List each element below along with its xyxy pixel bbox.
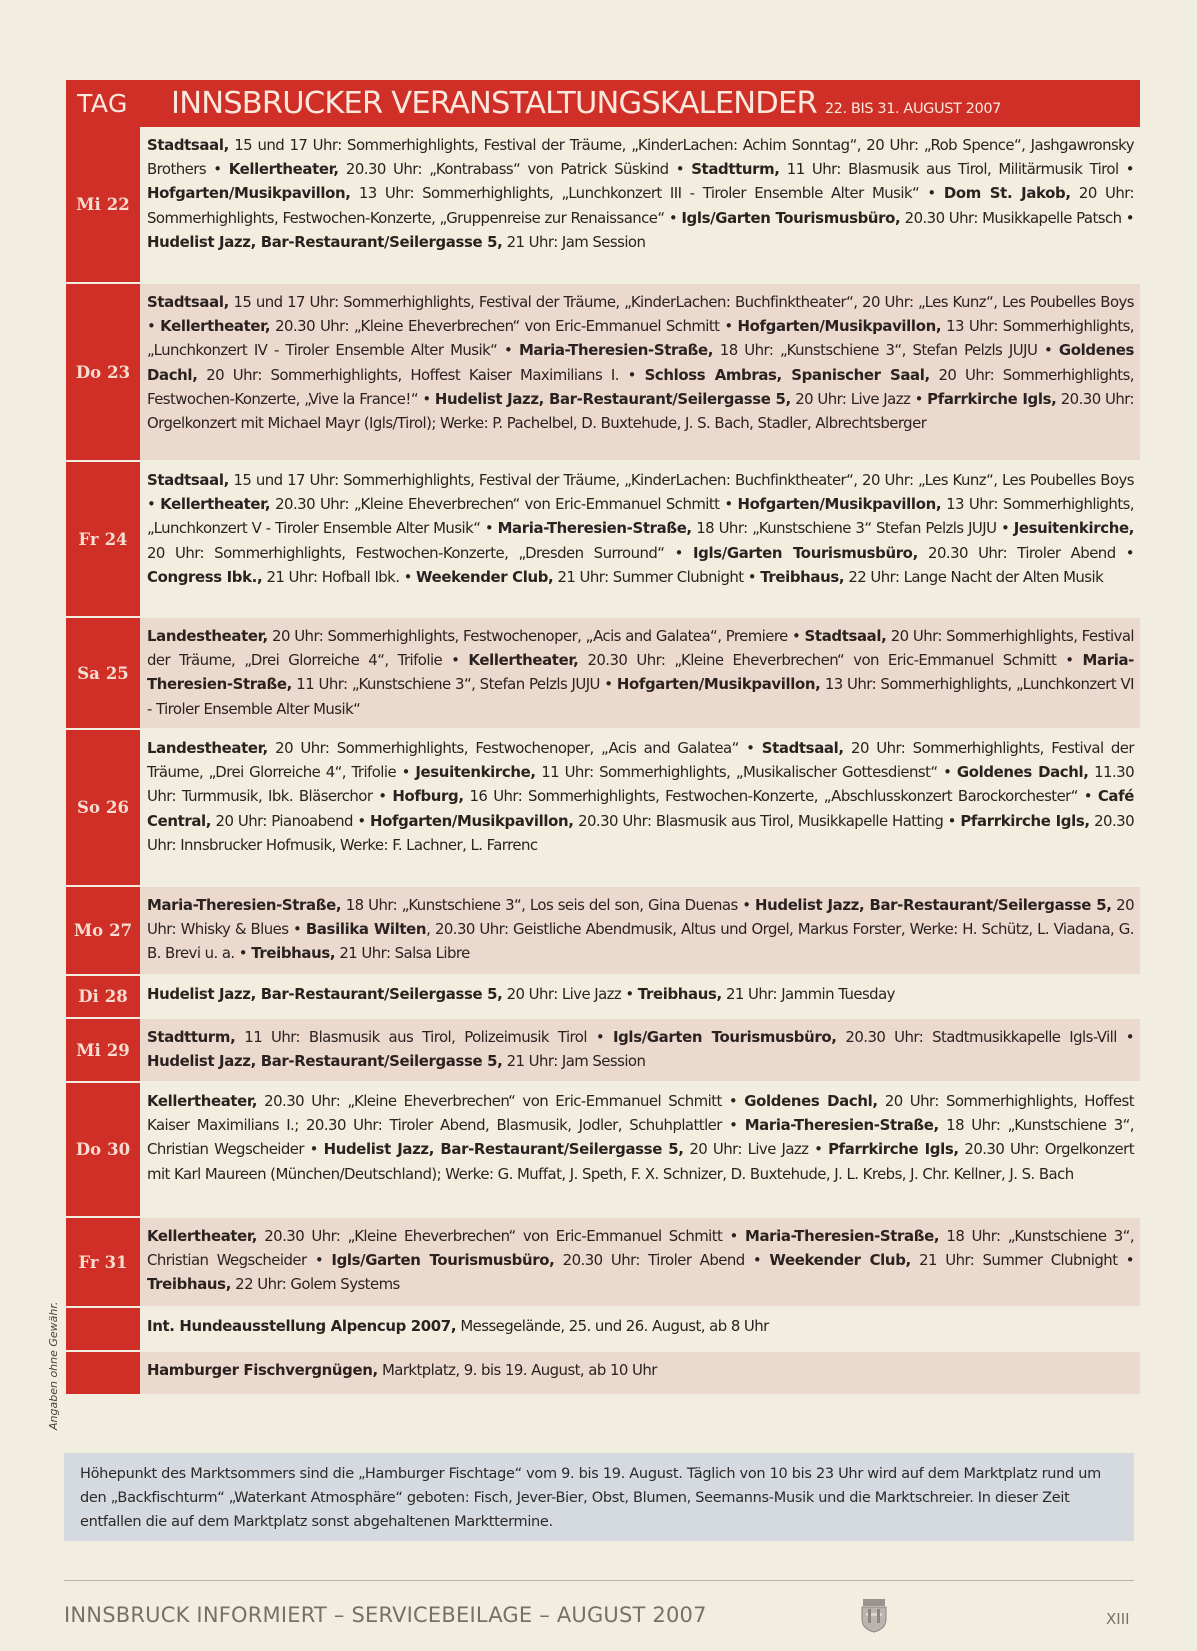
events-text	[140, 1352, 1140, 1394]
event-details: 20.30 Uhr: Stadtmusikkapelle Igls-Vill •	[836, 1028, 1134, 1046]
day-cell	[66, 284, 140, 460]
event-details: 21 Uhr: Summer Clubnight •	[910, 1251, 1134, 1270]
venue-name: Int. Hundeausstellung Alpencup 2007,	[147, 1317, 457, 1335]
venue-name: Café Central,	[147, 787, 1134, 830]
events-text	[140, 618, 1140, 728]
venue-name: Maria-Theresien-Straße,	[147, 651, 1134, 694]
day-name: Fr	[78, 1252, 99, 1272]
venue-name: Maria-Theresien-Straße,	[518, 341, 714, 360]
venue-name: Goldenes Dachl,	[956, 763, 1089, 782]
events-text	[140, 284, 1140, 460]
event-details: 16 Uhr: Sommerhighlights, Festwochen-Konzerte, „Abschlusskonzert Barockorchester“ •	[463, 787, 1098, 806]
venue-name: Kellertheater,	[147, 1092, 258, 1110]
venue-name: Landestheater,	[147, 739, 268, 757]
event-details: 11.30 Uhr: Turmmusik, Ibk. Bläserchor •	[147, 763, 1134, 806]
event-details: , 20.30 Uhr: Geistliche Abendmusik, Altus und Orgel, Markus Forster, Werke: H. Schütz, L. Viadana, G. B. Brevi u. a. •	[147, 920, 1134, 963]
venue-name: Pfarrkirche Igls,	[927, 389, 1057, 408]
event-details: 20 Uhr: Whisky & Blues •	[147, 896, 1135, 939]
calendar-row	[66, 1352, 1140, 1396]
event-details: 20 Uhr: Pianoabend •	[211, 811, 371, 830]
calendar-row	[66, 887, 1140, 976]
events-text	[140, 462, 1140, 616]
day-name: Sa	[77, 663, 100, 683]
day-number: 25	[105, 663, 129, 683]
day-cell	[66, 1019, 140, 1081]
event-details: 20 Uhr: Sommerhighlights, Festwochen-Konzerte, „Gruppenreise zur Renaissance“ •	[147, 184, 1134, 227]
event-details: 20 Uhr: Sommerhighlights, Hoffest Kaiser Maximilians I. •	[197, 365, 645, 384]
venue-name: Hofgarten/Musikpavillon,	[737, 317, 942, 336]
event-details: 13 Uhr: Sommerhighlights, „Lunchkonzert III - Tiroler Ensemble Alter Musik“ •	[350, 184, 944, 203]
day-name: Mi	[76, 195, 101, 214]
venue-name: Hudelist Jazz, Bar-Restaurant/Seilergasse 5,	[147, 1052, 503, 1071]
events-text	[140, 1308, 1140, 1350]
day-cell	[66, 887, 140, 974]
day-name: So	[77, 798, 100, 817]
event-details: 21 Uhr: Jammin Tuesday	[721, 985, 895, 1003]
venue-name: Igls/Garten Tourismusbüro,	[331, 1251, 555, 1270]
event-details: 22 Uhr: Lange Nacht der Alten Musik	[844, 567, 1104, 586]
venue-name: Hofgarten/Musikpavillon,	[370, 811, 574, 830]
venue-name: Igls/Garten Tourismusbüro,	[612, 1028, 837, 1046]
event-details: 20.30 Uhr: Orgelkonzert mit Michael Mayr (Igls/Tirol); Werke: P. Pachelbel, D. Buxtehude, J. S. Bach, Stadler, Albrechtsberger	[147, 389, 1134, 433]
venue-name: Igls/Garten Tourismusbüro,	[692, 543, 918, 562]
calendar-row	[66, 127, 1140, 284]
events-text	[140, 1019, 1140, 1081]
day-number: 22	[106, 195, 130, 214]
venue-name: Maria-Theresien-Straße,	[745, 1227, 940, 1245]
venue-name: Hamburger Fischvergnügen,	[147, 1361, 378, 1379]
event-details: 18 Uhr: „Kunstschiene 3“, Christian Wegscheider •	[147, 1116, 1134, 1159]
event-details: 20 Uhr: Sommerhighlights, Festwochenoper, „Acis and Galatea“, Premiere •	[267, 627, 805, 645]
venue-name: Hofgarten/Musikpavillon,	[737, 495, 942, 514]
event-details: 20.30 Uhr: „Kleine Eheverbrechen“ von Eric-Emmanuel Schmitt •	[578, 651, 1083, 670]
disclaimer-note: Angaben ohne Gewähr.	[47, 1301, 60, 1430]
venue-name: Hudelist Jazz, Bar-Restaurant/Seilergasse 5,	[147, 985, 503, 1003]
day-number: 26	[105, 798, 129, 817]
day-cell	[66, 127, 140, 282]
venue-name: Weekender Club,	[416, 567, 554, 586]
day-name: Mi	[76, 1040, 101, 1060]
venue-name: Hudelist Jazz, Bar-Restaurant/Seilergasse 5,	[755, 896, 1112, 914]
venue-name: Stadtsaal,	[147, 471, 229, 489]
event-details: 13 Uhr: Sommerhighlights, „Lunchkonzert VI - Tiroler Ensemble Alter Musik“	[147, 675, 1134, 718]
event-details: 18 Uhr: „Kunstschiene 3“, Los seis del son, Gina Duenas •	[341, 896, 756, 914]
event-details: 20 Uhr: Live Jazz •	[683, 1140, 829, 1159]
venue-name: Treibhaus,	[251, 944, 336, 963]
venue-name: Hudelist Jazz, Bar-Restaurant/Seilergasse 5,	[323, 1140, 684, 1159]
event-details: 20 Uhr: Live Jazz •	[502, 985, 638, 1003]
event-details: 13 Uhr: Sommerhighlights, „Lunchkonzert IV - Tiroler Ensemble Alter Musik“ •	[147, 317, 1134, 360]
venue-name: Kellertheater,	[147, 1227, 258, 1245]
calendar-header	[66, 80, 1140, 127]
day-name: Di	[78, 987, 99, 1006]
venue-name: Landestheater,	[147, 627, 268, 645]
day-name: Mo	[73, 921, 104, 940]
day-cell	[66, 730, 140, 885]
day-cell	[66, 976, 140, 1017]
event-details: 15 und 17 Uhr: Sommerhighlights, Festival der Träume, „KinderLachen: Achim Sonntag“, 20 Uhr: „Rob Spence“, Jashgawronsky Brothers •	[147, 136, 1134, 179]
venue-name: Hofburg,	[392, 787, 464, 806]
venue-name: Basilika Wilten	[305, 920, 427, 939]
events-text	[140, 887, 1140, 974]
event-details: 20 Uhr: Live Jazz •	[790, 389, 928, 408]
day-cell	[66, 618, 140, 728]
venue-name: Igls/Garten Tourismusbüro,	[681, 208, 901, 227]
event-details: 20.30 Uhr: „Kleine Eheverbrechen“ von Eric-Emmanuel Schmitt •	[257, 1227, 746, 1245]
venue-name: Dom St. Jakob,	[943, 184, 1071, 203]
events-text	[140, 127, 1140, 282]
day-number: 29	[106, 1040, 130, 1060]
day-column-label: TAG	[77, 89, 128, 118]
calendar-row	[66, 284, 1140, 462]
day-number: 28	[104, 987, 128, 1006]
event-details: 20 Uhr: Sommerhighlights, Festwochenoper, „Acis and Galatea“ •	[267, 739, 762, 757]
calendar-row	[66, 1019, 1140, 1083]
events-text	[140, 1083, 1140, 1216]
event-details: 20.30 Uhr: „Kleine Eheverbrechen“ von Eric-Emmanuel Schmitt •	[257, 1092, 745, 1110]
event-details: 20.30 Uhr: Innsbrucker Hofmusik, Werke: F. Lachner, L. Farrenc	[147, 811, 1135, 854]
event-details: 11 Uhr: „Kunstschiene 3“, Stefan Pelzls JUJU •	[291, 675, 617, 694]
event-details: 20.30 Uhr: Musikkapelle Patsch •	[900, 208, 1134, 227]
event-details: 21 Uhr: Hofball Ibk. •	[262, 567, 417, 586]
day-number: 30	[107, 1140, 131, 1159]
event-details: 21 Uhr: Summer Clubnight •	[553, 567, 761, 586]
event-details: 20.30 Uhr: Tiroler Abend •	[917, 543, 1134, 562]
event-details: 22 Uhr: Golem Systems	[231, 1275, 400, 1294]
event-calendar	[66, 127, 1140, 1396]
event-details: 18 Uhr: „Kunstschiene 3“, Christian Wegscheider •	[147, 1227, 1134, 1270]
venue-name: Hofgarten/Musikpavillon,	[147, 184, 351, 203]
day-cell	[66, 462, 140, 616]
event-details: 20.30 Uhr: „Kleine Eheverbrechen“ von Eric-Emmanuel Schmitt •	[270, 317, 738, 336]
venue-name: Stadtsaal,	[147, 293, 229, 311]
venue-name: Jesuitenkirche,	[415, 763, 536, 782]
day-cell	[66, 1352, 140, 1394]
venue-name: Jesuitenkirche,	[1013, 519, 1135, 538]
day-name: Fr	[78, 529, 99, 549]
venue-name: Pfarrkirche Igls,	[828, 1140, 959, 1159]
event-details: 20.30 Uhr: Orgelkonzert mit Karl Maureen (München/Deutschland); Werke: G. Muffat, J. Speth, F. X. Schnizer, D. Buxtehude, J. L. Krebs, J. Chr. Kellner, J. S. Bach	[147, 1140, 1134, 1183]
venue-name: Treibhaus,	[637, 985, 722, 1003]
venue-name: Kellertheater,	[468, 651, 579, 670]
day-cell	[66, 1308, 140, 1350]
venue-name: Weekender Club,	[769, 1251, 911, 1270]
event-details: 20.30 Uhr: Blasmusik aus Tirol, Musikkapelle Hatting •	[573, 811, 961, 830]
event-details: 20 Uhr: Sommerhighlights, Festwochen-Konzerte, „Vive la France!“ •	[147, 365, 1134, 408]
page-title: INNSBRUCKER VERANSTALTUNGSKALENDER	[171, 86, 817, 121]
event-details: Messegelände, 25. und 26. August, ab 8 Uhr	[456, 1317, 769, 1335]
event-details: 15 und 17 Uhr: Sommerhighlights, Festival der Träume, „KinderLachen: Buchfinktheater“, 20 Uhr: „Les Kunz“, Les Poubelles Boys •	[147, 293, 1134, 336]
calendar-row	[66, 1083, 1140, 1218]
day-number: 23	[107, 362, 131, 382]
venue-name: Stadtsaal,	[147, 136, 229, 154]
event-details: 21 Uhr: Salsa Libre	[335, 944, 470, 963]
event-details: 11 Uhr: Blasmusik aus Tirol, Polizeimusik Tirol •	[235, 1028, 613, 1046]
footer-divider	[64, 1580, 1134, 1581]
event-details: 20.30 Uhr: „Kleine Eheverbrechen“ von Eric-Emmanuel Schmitt •	[270, 495, 738, 514]
venue-name: Hudelist Jazz, Bar-Restaurant/Seilergasse 5,	[434, 389, 791, 408]
venue-name: Goldenes Dachl,	[744, 1092, 878, 1110]
venue-name: Treibhaus,	[760, 567, 845, 586]
venue-name: Maria-Theresien-Straße,	[497, 519, 692, 538]
date-range: 22. BIS 31. AUGUST 2007	[824, 100, 1001, 117]
venue-name: Kellertheater,	[160, 317, 271, 336]
venue-name: Maria-Theresien-Straße,	[744, 1116, 939, 1135]
venue-name: Schloss Ambras, Spanischer Saal,	[644, 365, 930, 384]
calendar-row	[66, 618, 1140, 730]
calendar-row	[66, 730, 1140, 887]
calendar-row	[66, 976, 1140, 1019]
venue-name: Maria-Theresien-Straße,	[147, 896, 342, 914]
event-details: 15 und 17 Uhr: Sommerhighlights, Festival der Träume, „KinderLachen: Buchfinktheater“, 20 Uhr: „Les Kunz“, Les Poubelles Boys •	[147, 471, 1134, 514]
event-details: Marktplatz, 9. bis 19. August, ab 10 Uhr	[377, 1361, 657, 1379]
events-text	[140, 730, 1140, 885]
calendar-row	[66, 462, 1140, 618]
venue-name: Goldenes Dachl,	[147, 341, 1134, 384]
footer-publication: INNSBRUCK INFORMIERT – SERVICEBEILAGE – AUGUST 2007	[64, 1603, 707, 1627]
event-details: 20 Uhr: Sommerhighlights, Festwochen-Konzerte, „Dresden Surround“ •	[147, 543, 693, 562]
venue-name: Kellertheater,	[160, 495, 271, 514]
day-name: Do	[75, 362, 102, 382]
venue-name: Hudelist Jazz, Bar-Restaurant/Seilergasse 5,	[147, 232, 503, 251]
event-details: 20.30 Uhr: „Kontrabass“ von Patrick Süskind •	[338, 160, 692, 179]
venue-name: Stadtturm,	[147, 1028, 236, 1046]
venue-name: Treibhaus,	[147, 1275, 231, 1294]
info-box: Höhepunkt des Marktsommers sind die „Hamburger Fischtage“ vom 9. bis 19. August. Täglich von 10 bis 23 Uhr wird auf dem Marktplatz rund um den „Backfischturm“ „Waterkant Atmosphäre“ geboten: Fisch, Jever-Bier, Obst, Blumen, Seemanns-Musik und die Marktschreier. In dieser Zeit entfallen die auf dem Marktplatz sonst abgehaltenen Markttermine.	[64, 1453, 1134, 1541]
venue-name: Hofgarten/Musikpavillon,	[616, 675, 821, 694]
day-name: Do	[75, 1140, 102, 1159]
venue-name: Stadtsaal,	[804, 627, 887, 645]
event-details: 21 Uhr: Jam Session	[502, 1052, 646, 1071]
event-details: 11 Uhr: Sommerhighlights, „Musikalischer Gottesdienst“ •	[535, 763, 957, 782]
events-text	[140, 976, 1140, 1017]
event-details: 20 Uhr: Sommerhighlights, Hoffest Kaiser Maximilians I.; 20.30 Uhr: Tiroler Abend, Blasmusik, Jodler, Schuhplattler •	[147, 1092, 1135, 1135]
day-number: 27	[109, 921, 133, 940]
calendar-row	[66, 1308, 1140, 1352]
venue-name: Congress Ibk.,	[147, 567, 263, 586]
venue-name: Kellertheater,	[228, 160, 339, 179]
day-number: 24	[104, 529, 128, 549]
venue-name: Stadtsaal,	[761, 739, 844, 757]
event-details: 21 Uhr: Jam Session	[502, 232, 646, 251]
venue-name: Stadtturm,	[691, 160, 780, 179]
page-number: XIII	[1106, 1610, 1130, 1628]
calendar-row	[66, 1218, 1140, 1308]
events-text	[140, 1218, 1140, 1306]
coat-of-arms-icon	[860, 1599, 888, 1633]
day-cell	[66, 1218, 140, 1306]
event-details: 20 Uhr: Sommerhighlights, Festival der Träume, „Drei Glorreiche 4“, Trifolie •	[147, 739, 1134, 782]
event-details: 18 Uhr: „Kunstschiene 3“, Stefan Pelzls JUJU •	[713, 341, 1059, 360]
venue-name: Pfarrkirche Igls,	[960, 811, 1090, 830]
event-details: 20 Uhr: Sommerhighlights, Festival der Träume, „Drei Glorreiche 4“, Trifolie •	[147, 627, 1134, 670]
day-number: 31	[104, 1252, 128, 1272]
event-details: 20.30 Uhr: Tiroler Abend •	[554, 1251, 770, 1270]
day-cell	[66, 1083, 140, 1216]
event-details: 11 Uhr: Blasmusik aus Tirol, Militärmusik Tirol •	[779, 160, 1134, 179]
event-details: 18 Uhr: „Kunstschiene 3“ Stefan Pelzls JUJU •	[691, 519, 1014, 538]
event-details: 13 Uhr: Sommerhighlights, „Lunchkonzert V - Tiroler Ensemble Alter Musik“ •	[147, 495, 1134, 538]
